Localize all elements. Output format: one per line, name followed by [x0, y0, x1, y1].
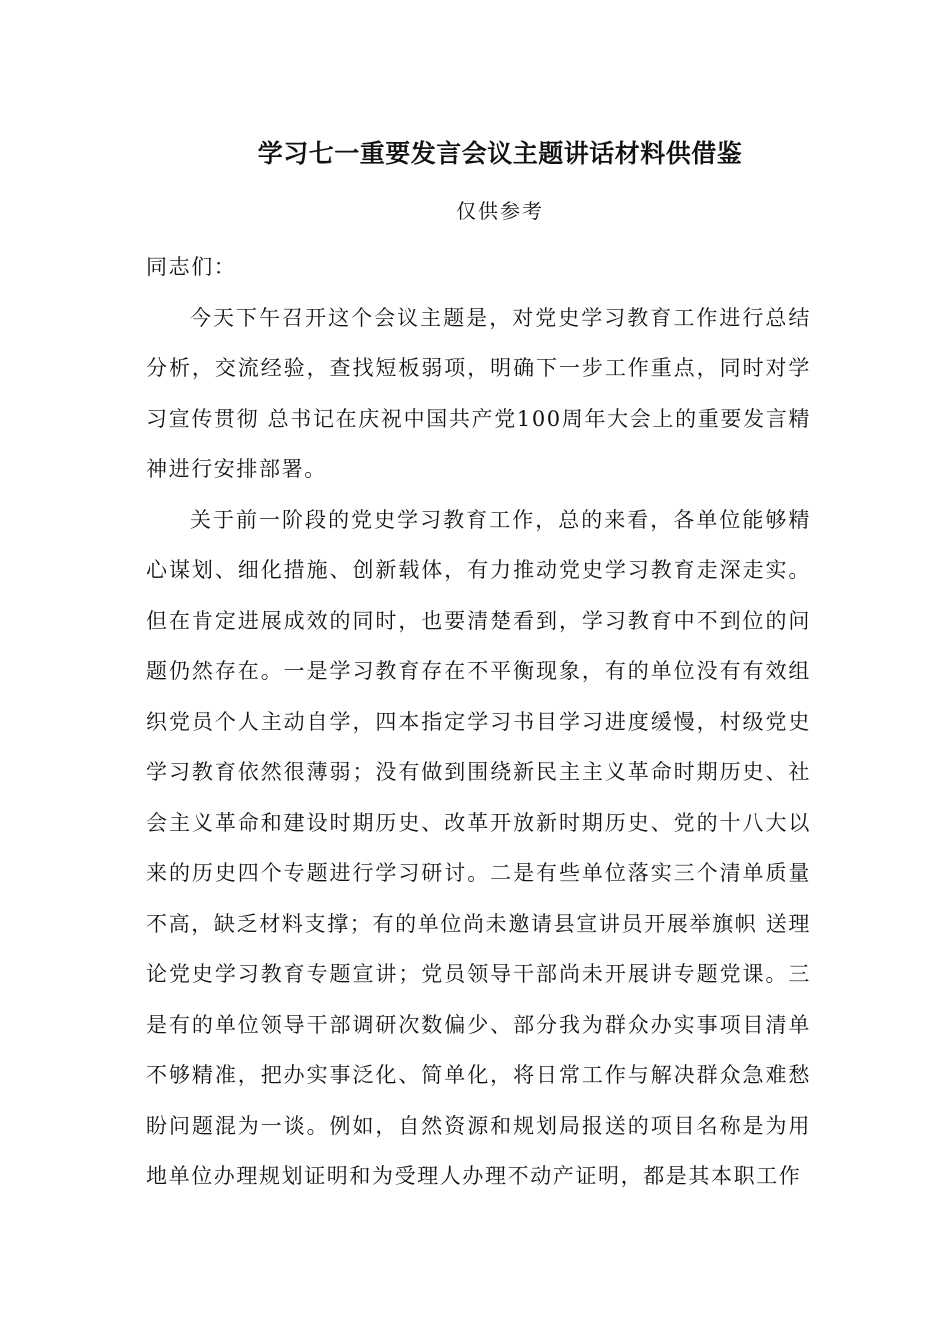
document-subtitle: 仅供参考 — [456, 199, 544, 223]
salutation: 同志们： — [146, 255, 237, 279]
document-title: 学习七一重要发言会议主题讲话材料供借鉴 — [257, 139, 743, 168]
paragraph-1: 今天下午召开这个会议主题是，对党史学习教育工作进行总结分析，交流经验，查找短板弱项，明确下一步工作重点，同时对学习宣传贯彻 总书记在庆祝中国共产党100周年大会上的重要发言精神进行安排部署。 — [146, 305, 811, 481]
document-body — [146, 242, 811, 1202]
paragraph-2: 关于前一阶段的党史学习教育工作，总的来看，各单位能够精心谋划、细化措施、创新载体，有力推动党史学习教育走深走实。但在肯定进展成效的同时，也要清楚看到，学习教育中不到位的问题仍然存在。一是学习教育存在不平衡现象，有的单位没有有效组织党员个人主动自学，四本指定学习书目学习进度缓慢，村级党史学习教育依然很薄弱；没有做到围绕新民主主义革命时期历史、社会主义革命和建设时期历史、改革开放新时期历史、党的十八大以来的历史四个专题进行学习研讨。二是有些单位落实三个清单质量不高，缺乏材料支撑；有的单位尚未邀请县宣讲员开展举旗帜 送理论党史学习教育专题宣讲；党员领导干部尚未开展讲专题党课。三是有的单位领导干部调研次数偏少、部分我为群众办实事项目清单不够精准，把办实事泛化、简单化，将日常工作与解决群众急难愁盼问题混为一谈。例如，自然资源和规划局报送的项目名称是为用地单位办理规划证明和为受理人办理不动产证明，都是其本职工作 — [146, 507, 811, 1188]
